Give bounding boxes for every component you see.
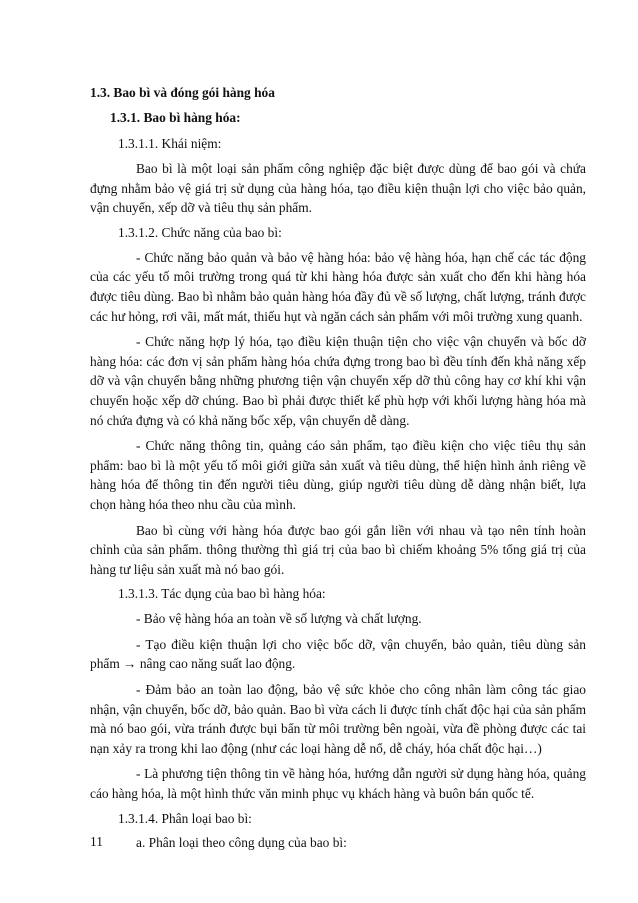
paragraph-tac-dung-bao-ve: - Bảo vệ hàng hóa an toàn về số lượng và chất lượng. bbox=[136, 611, 422, 627]
paragraph-chuc-nang-bao-quan: - Chức năng bảo quản và bảo vệ hàng hóa: bảo vệ hàng hóa, hạn chế các tác động của các yếu tố môi trường trong quá từ khi hàng hóa được sản xuất cho đến khi hàng hóa được tiêu dùng. Bao bì nhằm bảo quản hàng hóa đầy đủ về số lượng, chất lượng, tránh được các hư hỏng, rơi vãi, mất mát, thiếu hụt và ngăn cách sản phẩm với môi trường xung quanh. bbox=[90, 249, 586, 324]
paragraph-tac-dung-an-toan: - Đảm bảo an toàn lao động, bảo vệ sức khỏe cho công nhân làm công tác giao nhận, vận chuyển, bốc dỡ, bảo quản. Bao bì vừa cách li được tính chất độc hại của sản phẩm mà nó bao gói, vừa tránh được bụi bẩn từ môi trường bên ngoài, vừa đề phòng được các tai nạn xảy ra trong khi lao động (như các loại hàng dễ nổ, dễ cháy, hóa chất độc hại…) bbox=[90, 682, 586, 756]
section-heading-phan-loai-a: a. Phân loại theo công dụng của bao bì: bbox=[136, 834, 347, 850]
section-heading-1-3-1: 1.3.1. Bao bì hàng hóa: bbox=[110, 110, 241, 125]
section-heading-1-3-1-1: 1.3.1.1. Khái niệm: bbox=[118, 136, 222, 151]
page-number: 11 bbox=[90, 834, 103, 849]
paragraph-khai-niem: Bao bì là một loại sản phẩm công nghiệp đặc biệt được dùng để bao gói và chứa đựng nhằm bảo vệ giá trị sử dụng của hàng hóa, tạo điều kiện thuận lợi cho việc bảo quản, vận chuyển, xếp dỡ và tiêu thụ sản phẩm. bbox=[90, 161, 586, 216]
paragraph-chuc-nang-hop-ly-hoa: - Chức năng hợp lý hóa, tạo điều kiện thuận tiện cho việc vận chuyển và bốc dỡ hàng hóa: các đơn vị sản phẩm hàng hóa chứa đựng trong bao bì đều tính đến khả năng xếp dỡ và vận chuyển bằng những phương tiện vận chuyển xếp dỡ thủ công hay cơ khí khi vận chuyển hoặc xếp dỡ chúng. Bao bì phải được thiết kế phù hợp với khối lượng hàng hóa mà nó chứa đựng và có khả năng bốc xếp, vận chuyển dễ dàng. bbox=[90, 334, 586, 428]
paragraph-tac-dung-thuan-loi: - Tạo điều kiện thuận lợi cho việc bốc dỡ, vận chuyển, bảo quản, tiêu dùng sản phẩm → nâng cao năng suất lao động. bbox=[90, 636, 586, 672]
paragraph-chuc-nang-thong-tin: - Chức năng thông tin, quảng cáo sản phẩm, tạo điều kiện cho việc tiêu thụ sản phẩm: bao bì là một yếu tố môi giới giữa sản xuất và tiêu dùng, thể hiện hình ảnh riêng về hàng hóa để thông tin đến người tiêu dùng, giúp người tiêu dùng dễ dàng nhận biết, lựa chọn hàng hóa theo nhu cầu của mình. bbox=[90, 438, 586, 512]
paragraph-tac-dung-thong-tin: - Là phương tiện thông tin về hàng hóa, hướng dẫn người sử dụng hàng hóa, quảng cáo hàng hóa, là một hình thức văn minh phục vụ khách hàng và buôn bán quốc tế. bbox=[90, 766, 586, 802]
section-heading-1-3-1-4: 1.3.1.4. Phân loại bao bì: bbox=[118, 810, 252, 826]
section-heading-1-3-1-3: 1.3.1.3. Tác dụng của bao bì hàng hóa: bbox=[118, 586, 326, 602]
section-heading-1-3-1-2: 1.3.1.2. Chức năng của bao bì: bbox=[118, 224, 282, 240]
paragraph-bao-bi-cung: Bao bì cùng với hàng hóa được bao gói gắn liền với nhau và tạo nên tính hoàn chỉnh của sản phẩm. thông thường thì giá trị của bao bì chiếm khoảng 5% tổng giá trị của hàng tư liệu sản xuất mà nó bao gói. bbox=[90, 522, 586, 577]
section-heading-1-3: 1.3. Bao bì và đóng gói hàng hóa bbox=[90, 85, 275, 100]
page-content bbox=[90, 84, 586, 858]
